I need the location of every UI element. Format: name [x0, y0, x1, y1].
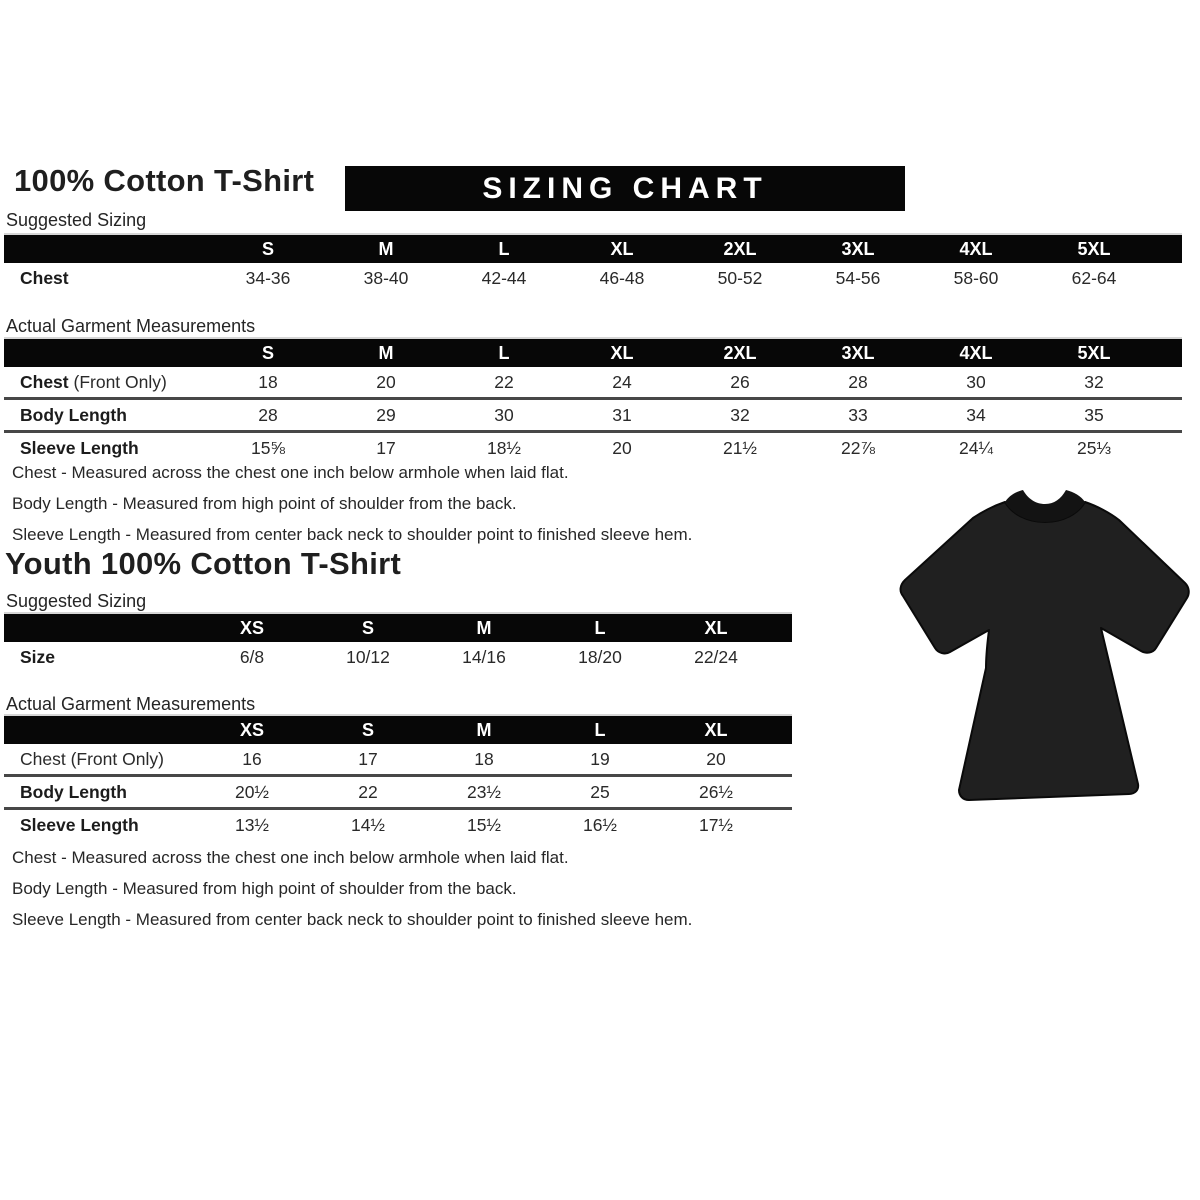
- youth-actual-measurements-table: [4, 714, 792, 840]
- measurement-value: 15⅝: [250, 437, 286, 458]
- measurement-value: 18: [258, 371, 278, 392]
- measurement-value: 14½: [350, 814, 386, 835]
- tshirt-product-image: [893, 488, 1198, 808]
- row-filler: [774, 777, 792, 807]
- measurement-value: 28: [258, 404, 278, 425]
- measurement-value: 13½: [234, 814, 270, 835]
- measurement-value: 19: [590, 748, 610, 769]
- table-header-row: [4, 614, 792, 642]
- youth-suggested-sizing-table: [4, 612, 792, 672]
- measurement-value: 25⅓: [1076, 437, 1112, 458]
- size-column-header: S: [261, 238, 274, 259]
- measurement-value: 32: [730, 404, 750, 425]
- row-filler: [1153, 433, 1182, 463]
- size-column-header: S: [261, 342, 274, 363]
- chest-note: Chest - Measured across the chest one inch below armhole when laid flat.: [12, 463, 569, 482]
- measurement-value: 29: [376, 404, 396, 425]
- measurement-value: 14/16: [462, 646, 506, 667]
- size-column-header: M: [378, 342, 394, 363]
- measurement-value: 20: [612, 437, 632, 458]
- table-corner-cell: [4, 614, 194, 642]
- measurement-value: 22: [358, 781, 378, 802]
- measurement-value: 33: [848, 404, 868, 425]
- row-label: Size: [20, 646, 56, 667]
- row-filler: [1153, 367, 1182, 397]
- size-column-header: XS: [239, 617, 264, 638]
- measurement-value: 42-44: [481, 267, 527, 288]
- header-filler: [1153, 235, 1182, 263]
- measurement-value: 24: [612, 371, 632, 392]
- body-length-note: Body Length - Measured from high point of shoulder from the back.: [12, 494, 517, 513]
- sleeve-length-note: Sleeve Length - Measured from center back neck to shoulder point to finished sleeve hem.: [12, 910, 693, 929]
- youth-section-title: Youth 100% Cotton T-Shirt: [5, 546, 402, 581]
- sleeve-length-note: Sleeve Length - Measured from center back neck to shoulder point to finished sleeve hem.: [12, 525, 693, 544]
- header-filler: [1153, 339, 1182, 367]
- measurement-value: 26½: [698, 781, 734, 802]
- measurement-value: 22⅞: [840, 437, 876, 458]
- size-column-header: 4XL: [959, 342, 993, 363]
- table-corner-cell: [4, 235, 209, 263]
- measurement-value: 46-48: [599, 267, 645, 288]
- measurement-value: 17½: [698, 814, 734, 835]
- table-header-row: [4, 235, 1182, 263]
- size-column-header: L: [498, 342, 510, 363]
- measurement-value: 21½: [722, 437, 758, 458]
- table-row: [4, 807, 792, 840]
- adult-measurement-notes: [12, 457, 692, 550]
- measurement-value: 20: [376, 371, 396, 392]
- youth-measurement-notes: [12, 842, 692, 935]
- header-filler: [774, 614, 792, 642]
- measurement-value: 35: [1084, 404, 1104, 425]
- row-filler: [1153, 263, 1182, 293]
- adult-suggested-sizing-table: [4, 233, 1182, 293]
- measurement-value: 18½: [486, 437, 522, 458]
- size-column-header: XL: [610, 342, 634, 363]
- size-column-header: L: [594, 719, 606, 740]
- measurement-value: 22: [494, 371, 514, 392]
- row-label: Sleeve Length: [20, 437, 139, 458]
- size-column-header: S: [361, 719, 374, 740]
- measurement-value: 18: [474, 748, 494, 769]
- measurement-value: 18/20: [578, 646, 622, 667]
- measurement-value: 26: [730, 371, 750, 392]
- measurement-value: 25: [590, 781, 610, 802]
- size-column-header: S: [361, 617, 374, 638]
- table-corner-cell: [4, 339, 209, 367]
- size-column-header: M: [476, 719, 492, 740]
- row-label: Body Length: [20, 781, 127, 802]
- measurement-value: 23½: [466, 781, 502, 802]
- table-row: [4, 642, 792, 672]
- youth-suggested-sizing-heading: Suggested Sizing: [6, 591, 147, 611]
- measurement-value: 17: [358, 748, 378, 769]
- measurement-value: 6/8: [239, 646, 265, 667]
- banner-title: SIZING CHART: [482, 171, 768, 205]
- measurement-value: 34-36: [245, 267, 291, 288]
- page-title: 100% Cotton T-Shirt: [14, 163, 315, 198]
- measurement-value: 20: [706, 748, 726, 769]
- row-label: Sleeve Length: [20, 814, 139, 835]
- size-column-header: 2XL: [723, 238, 757, 259]
- measurement-value: 28: [848, 371, 868, 392]
- measurement-value: 58-60: [953, 267, 999, 288]
- sizing-chart-banner: [345, 166, 905, 211]
- adult-actual-measurements-table: [4, 337, 1182, 463]
- size-column-header: L: [498, 238, 510, 259]
- table-row: [4, 774, 792, 807]
- size-column-header: 5XL: [1077, 238, 1111, 259]
- measurement-value: 10/12: [346, 646, 390, 667]
- table-row: [4, 744, 792, 774]
- youth-actual-measurements-heading: Actual Garment Measurements: [6, 694, 256, 714]
- measurement-value: 54-56: [835, 267, 881, 288]
- measurement-value: 16: [242, 748, 262, 769]
- header-filler: [774, 716, 792, 744]
- row-label: Chest: [20, 267, 69, 288]
- row-filler: [1153, 400, 1182, 430]
- measurement-value: 30: [966, 371, 986, 392]
- size-column-header: XL: [704, 719, 728, 740]
- size-column-header: 3XL: [841, 342, 875, 363]
- measurement-value: 50-52: [717, 267, 763, 288]
- measurement-value: 38-40: [363, 267, 409, 288]
- row-label: Chest (Front Only): [20, 748, 164, 769]
- measurement-value: 22/24: [694, 646, 738, 667]
- table-row: [4, 397, 1182, 430]
- size-column-header: XL: [704, 617, 728, 638]
- row-label: Body Length: [20, 404, 127, 425]
- size-column-header: L: [594, 617, 606, 638]
- measurement-value: 62-64: [1071, 267, 1117, 288]
- size-column-header: 4XL: [959, 238, 993, 259]
- measurement-value: 17: [376, 437, 396, 458]
- size-column-header: XL: [610, 238, 634, 259]
- size-column-header: M: [378, 238, 394, 259]
- size-column-header: 3XL: [841, 238, 875, 259]
- measurement-value: 24¼: [958, 437, 994, 458]
- measurement-value: 15½: [466, 814, 502, 835]
- row-filler: [774, 744, 792, 774]
- tshirt-illustration: [893, 488, 1198, 808]
- measurement-value: 20½: [234, 781, 270, 802]
- measurement-value: 32: [1084, 371, 1104, 392]
- measurement-value: 30: [494, 404, 514, 425]
- chest-note: Chest - Measured across the chest one inch below armhole when laid flat.: [12, 848, 569, 867]
- body-length-note: Body Length - Measured from high point of shoulder from the back.: [12, 879, 517, 898]
- size-column-header: 5XL: [1077, 342, 1111, 363]
- table-row: [4, 263, 1182, 293]
- tshirt-body-shape: [901, 502, 1189, 800]
- size-column-header: 2XL: [723, 342, 757, 363]
- size-column-header: XS: [239, 719, 264, 740]
- table-corner-cell: [4, 716, 194, 744]
- measurement-value: 34: [966, 404, 986, 425]
- row-filler: [774, 810, 792, 840]
- row-label: Chest (Front Only): [20, 371, 167, 392]
- table-row: [4, 367, 1182, 397]
- adult-actual-measurements-heading: Actual Garment Measurements: [6, 316, 256, 336]
- table-header-row: [4, 716, 792, 744]
- measurement-value: 16½: [582, 814, 618, 835]
- table-header-row: [4, 339, 1182, 367]
- measurement-value: 31: [612, 404, 632, 425]
- row-filler: [774, 642, 792, 672]
- size-column-header: M: [476, 617, 492, 638]
- adult-suggested-sizing-heading: Suggested Sizing: [6, 210, 147, 230]
